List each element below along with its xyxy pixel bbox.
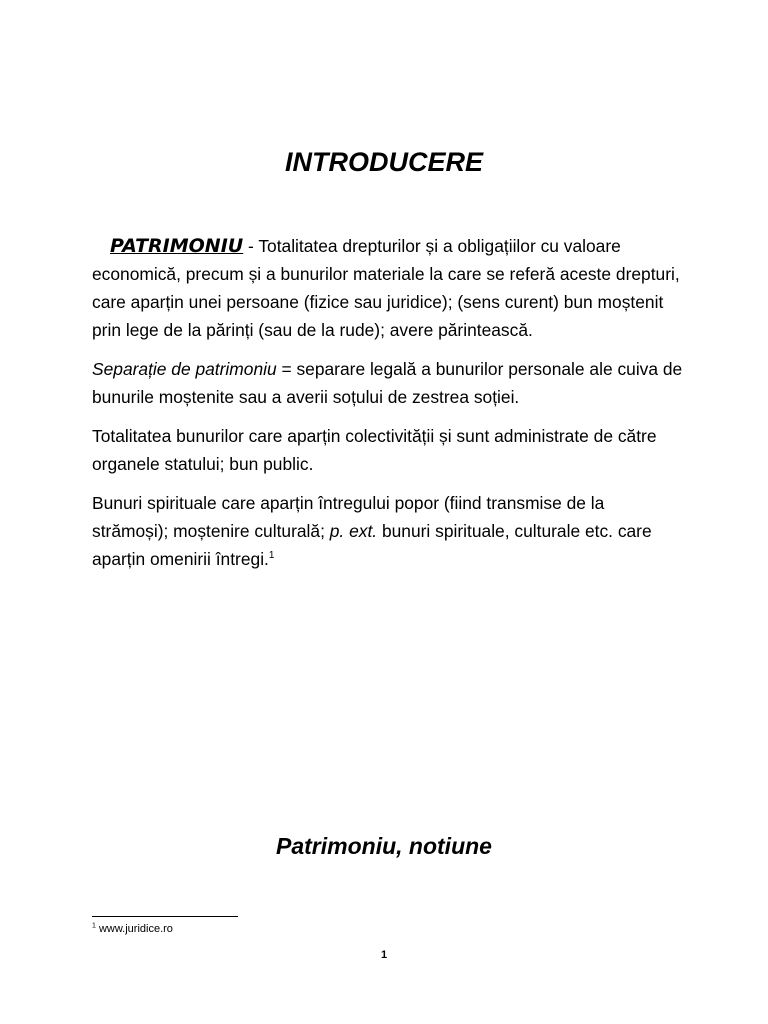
footnote <box>92 922 173 936</box>
term-patrimoniu: PATRIMONIU <box>110 235 244 257</box>
paragraph-4-text-after: bunuri spirituale, culturale etc. care aparțin omenirii întregi. <box>92 521 652 569</box>
paragraph-3-text: Totalitatea bunurilor care aparțin colectivității și sunt administrate de către organele statului; bun public. <box>92 426 657 474</box>
paragraph-2-text: = separare legală a bunurilor personale ale cuiva de bunurile moștenite sau a averii soțului de zestrea soției. <box>92 359 683 407</box>
paragraph-bunuri-spirituale <box>92 489 684 573</box>
footnote-separator <box>92 916 238 917</box>
paragraph-separatie <box>92 355 684 411</box>
paragraph-patrimoniu-definition <box>92 232 684 344</box>
paragraph-4-text-before: Bunuri spirituale care aparțin întregului popor (fiind transmise de la strămoși); moștenire culturală; <box>92 493 605 541</box>
footnote-text: www.juridice.ro <box>95 923 173 935</box>
abbrev-p-ext: p. ext. <box>329 521 378 541</box>
footnote-reference[interactable]: 1 <box>268 550 275 562</box>
paragraph-1-text: - Totalitatea drepturilor și a obligațiilor cu valoare economică, precum și a bunurilor materiale la care se referă aceste drepturi, care aparțin unei persoane (fizice sau juridice); (sens curent) bun moștenit prin lege de la părinți (sau de la rude); avere părintească. <box>92 236 680 340</box>
paragraph-bun-public <box>92 422 684 478</box>
term-separatie-de-patrimoniu: Separație de patrimoniu <box>92 359 277 379</box>
page-number: 1 <box>380 949 388 961</box>
document-body <box>92 232 684 584</box>
document-title: INTRODUCERE <box>284 147 483 177</box>
section-heading: Patrimoniu, notiune <box>276 833 492 859</box>
footnote-marker: 1 <box>92 922 96 930</box>
